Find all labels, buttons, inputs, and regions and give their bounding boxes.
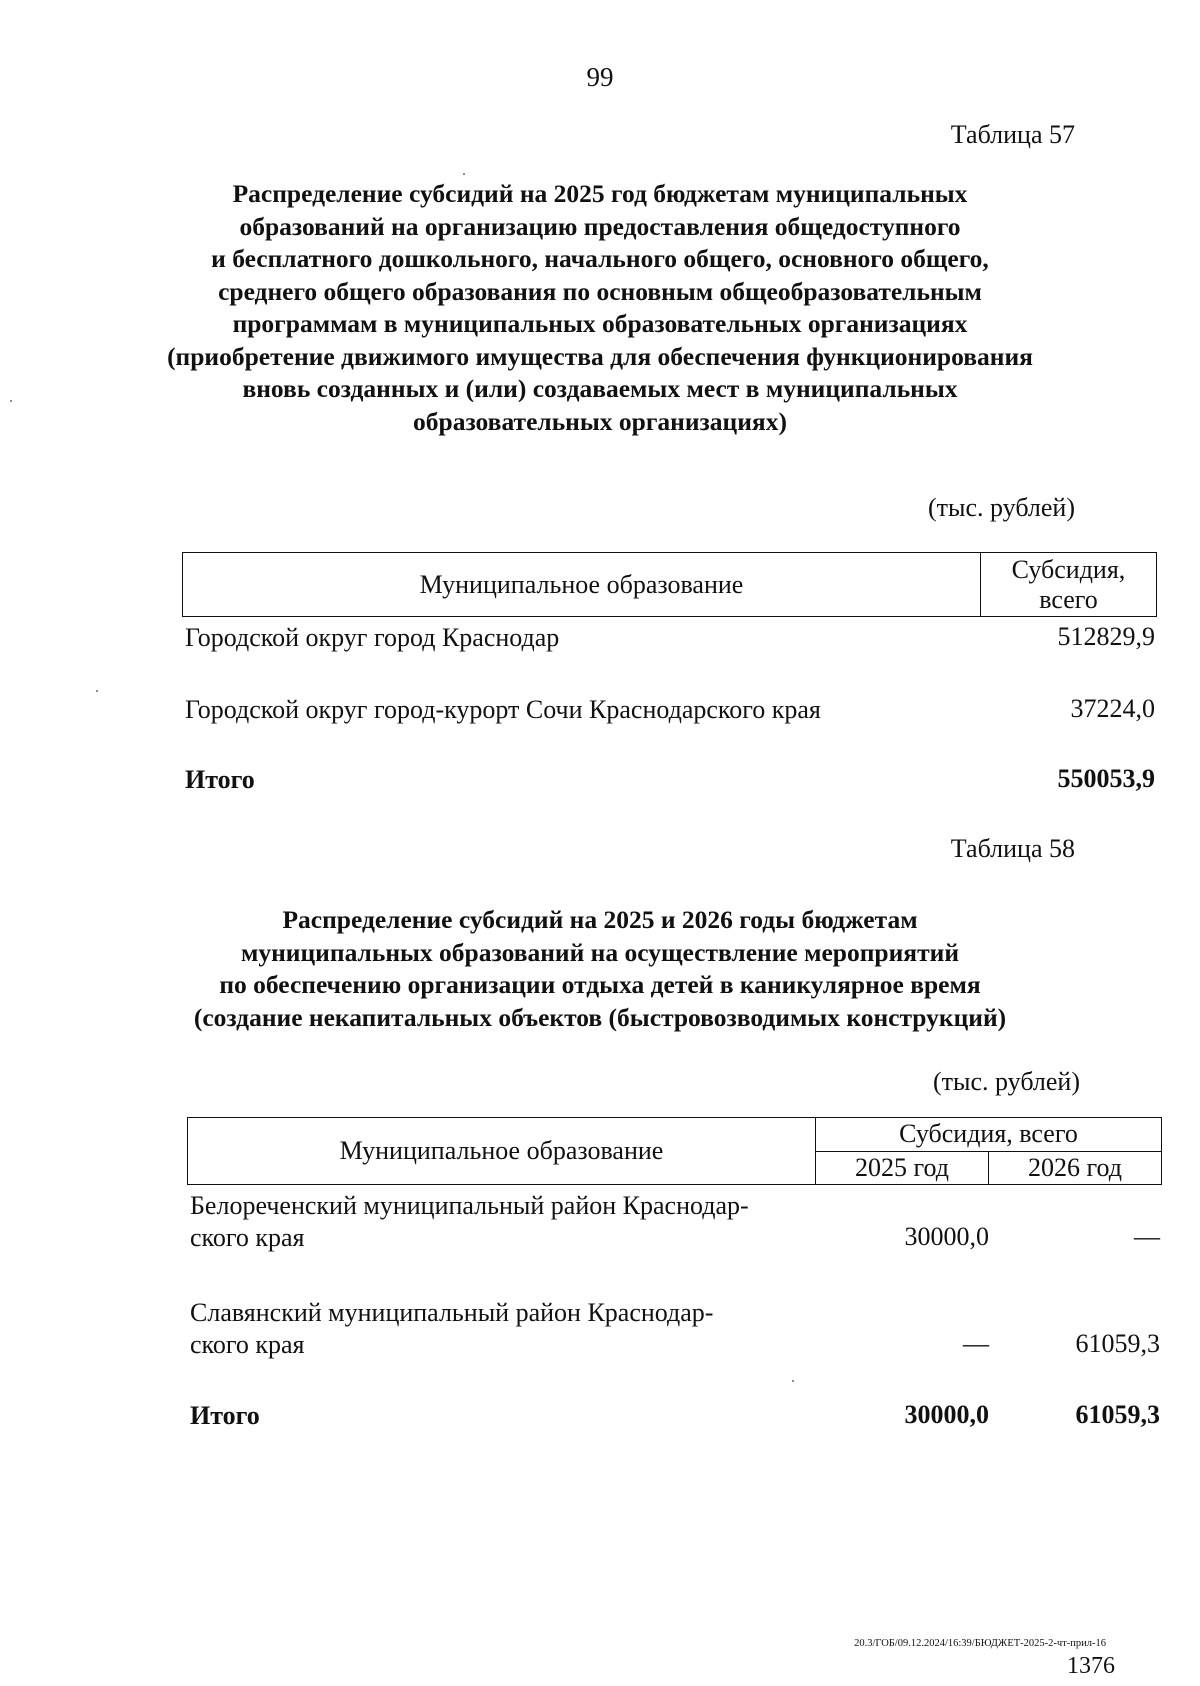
header-subsidy-line2: всего bbox=[1039, 584, 1098, 614]
header-year-2025: 2025 год bbox=[816, 1151, 989, 1185]
scan-speck bbox=[463, 173, 465, 175]
page-number: 99 bbox=[586, 62, 614, 92]
title-line: вновь созданных и (или) создаваемых мест в муниципальных bbox=[242, 374, 958, 403]
table-58-label: Таблица 58 bbox=[950, 834, 1075, 863]
table-58-row-name bbox=[190, 1297, 713, 1361]
table-57-total-label: Итого bbox=[185, 765, 255, 794]
header-subsidy-total bbox=[981, 553, 1157, 617]
row-name-line1: Белореченский муниципальный район Краснодар- bbox=[190, 1191, 749, 1220]
table-57-row-name: Городской округ город-курорт Сочи Краснодарского края bbox=[185, 695, 821, 724]
title-line: образований на организацию предоставления общедоступного bbox=[239, 211, 961, 241]
table-57-label: Таблица 57 bbox=[950, 120, 1075, 149]
table-57-row-total: 37224,0 bbox=[1070, 694, 1155, 723]
table-57-row-total: 512829,9 bbox=[1057, 622, 1155, 651]
table-58-row-2026: 61059,3 bbox=[1075, 1329, 1160, 1358]
row-name-line2: ского края bbox=[190, 1223, 305, 1252]
table-57-header bbox=[182, 552, 1157, 617]
scan-speck bbox=[96, 690, 98, 692]
sheet-number: 1376 bbox=[1067, 1653, 1115, 1679]
table-57-title bbox=[150, 178, 1050, 438]
title-line: Распределение субсидий на 2025 и 2026 годы бюджетам bbox=[282, 905, 918, 934]
table-57-row-name: Городской округ город Краснодар bbox=[185, 623, 560, 652]
header-municipality: Муниципальное образование bbox=[183, 553, 981, 617]
header-subsidy-line1: Субсидия, bbox=[1011, 554, 1126, 584]
table-58-header bbox=[187, 1117, 1162, 1185]
header-subsidy-total: Субсидия, всего bbox=[816, 1118, 1162, 1152]
header-year-2026: 2026 год bbox=[989, 1151, 1162, 1185]
table-58-total-2025: 30000,0 bbox=[904, 1400, 989, 1429]
scan-speck bbox=[10, 400, 12, 402]
row-name-line1: Славянский муниципальный район Краснодар- bbox=[190, 1298, 714, 1327]
title-line: среднего общего образования по основным общеобразовательным bbox=[218, 276, 982, 306]
table-58-row-2025: — bbox=[963, 1329, 989, 1358]
title-line: и бесплатного дошкольного, начального общего, основного общего, bbox=[211, 244, 989, 273]
title-line: образовательных организациях) bbox=[413, 406, 787, 436]
row-name-line2: ского края bbox=[190, 1330, 305, 1359]
header-municipality: Муниципальное образование bbox=[188, 1118, 816, 1185]
table-58-row-2026: — bbox=[1134, 1222, 1160, 1251]
title-line: муниципальных образований на осуществление мероприятий bbox=[240, 937, 960, 967]
title-line: (приобретение движимого имущества для обеспечения функционирования bbox=[167, 341, 1033, 371]
table-58-row-name bbox=[190, 1190, 749, 1254]
table-58-units: (тыс. рублей) bbox=[932, 1067, 1080, 1096]
title-line: по обеспечению организации отдыха детей в каникулярное время bbox=[219, 970, 981, 999]
table-58-total-2026: 61059,3 bbox=[1075, 1400, 1160, 1429]
title-line: (создание некапитальных объектов (быстровозводимых конструкций) bbox=[193, 1002, 1007, 1032]
table-57-total-value: 550053,9 bbox=[1057, 764, 1155, 793]
title-line: программам в муниципальных образовательных организациях bbox=[232, 309, 968, 338]
scan-speck bbox=[792, 1380, 794, 1382]
table-58-title bbox=[150, 904, 1050, 1034]
document-code: 20.3/ГОБ/09.12.2024/16:39/БЮДЖЕТ-2025-2-чт-прил-16 bbox=[854, 1638, 1106, 1649]
table-58-row-2025: 30000,0 bbox=[904, 1222, 989, 1251]
table-58-total-label: Итого bbox=[190, 1401, 260, 1430]
table-57-units: (тыс. рублей) bbox=[927, 493, 1075, 522]
title-line: Распределение субсидий на 2025 год бюджетам муниципальных bbox=[232, 179, 968, 208]
